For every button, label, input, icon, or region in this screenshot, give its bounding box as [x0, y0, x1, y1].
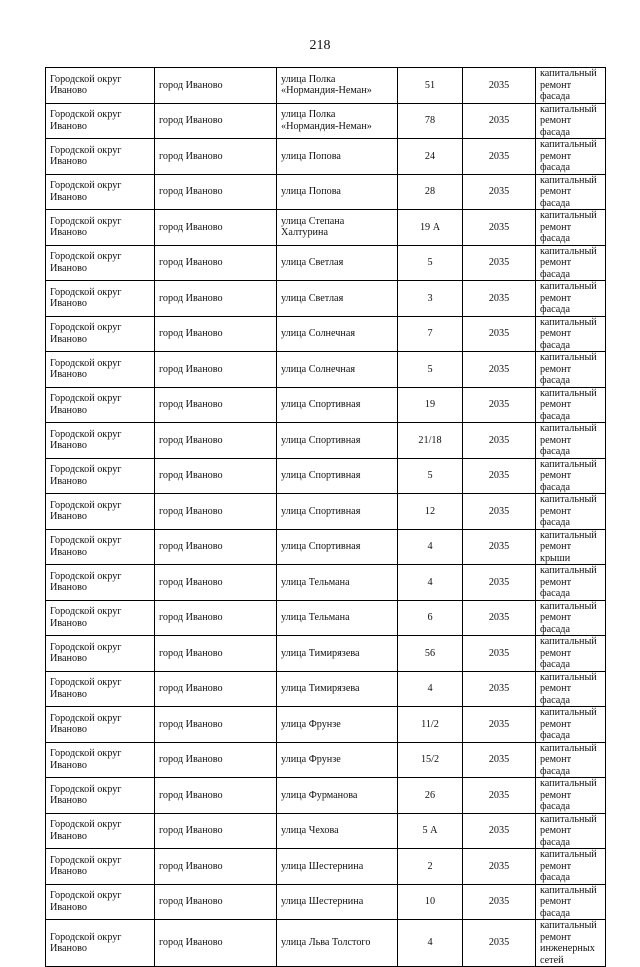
table-row: [46, 494, 606, 530]
year-cell: 2035: [463, 494, 536, 530]
table-row: [46, 529, 606, 565]
city-cell: город Иваново: [155, 458, 277, 494]
city-cell: город Иваново: [155, 920, 277, 967]
work-type-cell: капитальный ремонт фасада: [536, 281, 606, 317]
street-cell: улица Тимирязева: [277, 636, 398, 672]
city-cell: город Иваново: [155, 139, 277, 175]
district-cell: Городской округ Иваново: [46, 813, 155, 849]
district-cell: Городской округ Иваново: [46, 884, 155, 920]
year-cell: 2035: [463, 529, 536, 565]
year-cell: 2035: [463, 139, 536, 175]
district-cell: Городской округ Иваново: [46, 600, 155, 636]
city-cell: город Иваново: [155, 281, 277, 317]
table-row: [46, 565, 606, 601]
house-number-cell: 28: [398, 174, 463, 210]
table-row: [46, 707, 606, 743]
year-cell: 2035: [463, 813, 536, 849]
street-cell: улица Попова: [277, 139, 398, 175]
city-cell: город Иваново: [155, 316, 277, 352]
work-type-cell: капитальный ремонт фасада: [536, 458, 606, 494]
work-type-cell: капитальный ремонт фасада: [536, 210, 606, 246]
street-cell: улица Светлая: [277, 245, 398, 281]
table-row: [46, 884, 606, 920]
street-cell: улица Шестернина: [277, 884, 398, 920]
street-cell: улица Солнечная: [277, 316, 398, 352]
work-type-cell: капитальный ремонт фасада: [536, 174, 606, 210]
district-cell: Городской округ Иваново: [46, 281, 155, 317]
street-cell: улица Попова: [277, 174, 398, 210]
year-cell: 2035: [463, 210, 536, 246]
table-row: [46, 849, 606, 885]
work-type-cell: капитальный ремонт фасада: [536, 742, 606, 778]
street-cell: улица Тимирязева: [277, 671, 398, 707]
repair-schedule-table: [45, 67, 606, 967]
house-number-cell: 5: [398, 352, 463, 388]
street-cell: улица Спортивная: [277, 494, 398, 530]
street-cell: улица Полка «Нормандия-Неман»: [277, 103, 398, 139]
street-cell: улица Солнечная: [277, 352, 398, 388]
year-cell: 2035: [463, 920, 536, 967]
work-type-cell: капитальный ремонт фасада: [536, 884, 606, 920]
city-cell: город Иваново: [155, 352, 277, 388]
work-type-cell: капитальный ремонт фасада: [536, 636, 606, 672]
district-cell: Городской округ Иваново: [46, 529, 155, 565]
street-cell: улица Светлая: [277, 281, 398, 317]
street-cell: улица Тельмана: [277, 600, 398, 636]
year-cell: 2035: [463, 68, 536, 104]
house-number-cell: 19: [398, 387, 463, 423]
table-row: [46, 636, 606, 672]
work-type-cell: капитальный ремонт инженерных сетей: [536, 920, 606, 967]
street-cell: улица Фрунзе: [277, 742, 398, 778]
table-row: [46, 920, 606, 967]
year-cell: 2035: [463, 352, 536, 388]
house-number-cell: 56: [398, 636, 463, 672]
district-cell: Городской округ Иваново: [46, 316, 155, 352]
city-cell: город Иваново: [155, 707, 277, 743]
city-cell: город Иваново: [155, 68, 277, 104]
work-type-cell: капитальный ремонт фасада: [536, 813, 606, 849]
house-number-cell: 11/2: [398, 707, 463, 743]
city-cell: город Иваново: [155, 423, 277, 459]
table-row: [46, 316, 606, 352]
table-row: [46, 778, 606, 814]
district-cell: Городской округ Иваново: [46, 210, 155, 246]
district-cell: Городской округ Иваново: [46, 636, 155, 672]
year-cell: 2035: [463, 281, 536, 317]
year-cell: 2035: [463, 174, 536, 210]
district-cell: Городской округ Иваново: [46, 423, 155, 459]
table-row: [46, 174, 606, 210]
work-type-cell: капитальный ремонт фасада: [536, 778, 606, 814]
work-type-cell: капитальный ремонт фасада: [536, 139, 606, 175]
district-cell: Городской округ Иваново: [46, 707, 155, 743]
table-row: [46, 423, 606, 459]
house-number-cell: 78: [398, 103, 463, 139]
city-cell: город Иваново: [155, 387, 277, 423]
district-cell: Городской округ Иваново: [46, 458, 155, 494]
street-cell: улица Фурманова: [277, 778, 398, 814]
house-number-cell: 5 А: [398, 813, 463, 849]
street-cell: улица Спортивная: [277, 458, 398, 494]
year-cell: 2035: [463, 316, 536, 352]
house-number-cell: 5: [398, 458, 463, 494]
house-number-cell: 4: [398, 529, 463, 565]
street-cell: улица Фрунзе: [277, 707, 398, 743]
city-cell: город Иваново: [155, 210, 277, 246]
house-number-cell: 15/2: [398, 742, 463, 778]
street-cell: улица Спортивная: [277, 423, 398, 459]
year-cell: 2035: [463, 636, 536, 672]
work-type-cell: капитальный ремонт фасада: [536, 352, 606, 388]
house-number-cell: 10: [398, 884, 463, 920]
district-cell: Городской округ Иваново: [46, 849, 155, 885]
house-number-cell: 51: [398, 68, 463, 104]
district-cell: Городской округ Иваново: [46, 742, 155, 778]
city-cell: город Иваново: [155, 529, 277, 565]
city-cell: город Иваново: [155, 245, 277, 281]
street-cell: улица Шестернина: [277, 849, 398, 885]
work-type-cell: капитальный ремонт фасада: [536, 494, 606, 530]
table-row: [46, 600, 606, 636]
table-row: [46, 210, 606, 246]
district-cell: Городской округ Иваново: [46, 174, 155, 210]
city-cell: город Иваново: [155, 174, 277, 210]
district-cell: Городской округ Иваново: [46, 671, 155, 707]
district-cell: Городской округ Иваново: [46, 920, 155, 967]
district-cell: Городской округ Иваново: [46, 103, 155, 139]
house-number-cell: 24: [398, 139, 463, 175]
street-cell: улица Льва Толстого: [277, 920, 398, 967]
city-cell: город Иваново: [155, 849, 277, 885]
table-row: [46, 68, 606, 104]
work-type-cell: капитальный ремонт фасада: [536, 387, 606, 423]
year-cell: 2035: [463, 103, 536, 139]
house-number-cell: 19 А: [398, 210, 463, 246]
year-cell: 2035: [463, 600, 536, 636]
city-cell: город Иваново: [155, 671, 277, 707]
work-type-cell: капитальный ремонт фасада: [536, 600, 606, 636]
table-row: [46, 458, 606, 494]
year-cell: 2035: [463, 884, 536, 920]
work-type-cell: капитальный ремонт фасада: [536, 671, 606, 707]
year-cell: 2035: [463, 423, 536, 459]
house-number-cell: 3: [398, 281, 463, 317]
work-type-cell: капитальный ремонт фасада: [536, 423, 606, 459]
city-cell: город Иваново: [155, 778, 277, 814]
street-cell: улица Чехова: [277, 813, 398, 849]
city-cell: город Иваново: [155, 742, 277, 778]
house-number-cell: 21/18: [398, 423, 463, 459]
street-cell: улица Тельмана: [277, 565, 398, 601]
city-cell: город Иваново: [155, 884, 277, 920]
street-cell: улица Степана Халтурина: [277, 210, 398, 246]
district-cell: Городской округ Иваново: [46, 565, 155, 601]
work-type-cell: капитальный ремонт фасада: [536, 316, 606, 352]
street-cell: улица Спортивная: [277, 529, 398, 565]
house-number-cell: 7: [398, 316, 463, 352]
district-cell: Городской округ Иваново: [46, 352, 155, 388]
house-number-cell: 6: [398, 600, 463, 636]
year-cell: 2035: [463, 387, 536, 423]
table-row: [46, 742, 606, 778]
year-cell: 2035: [463, 458, 536, 494]
year-cell: 2035: [463, 849, 536, 885]
table-row: [46, 352, 606, 388]
table-row: [46, 139, 606, 175]
district-cell: Городской округ Иваново: [46, 494, 155, 530]
year-cell: 2035: [463, 778, 536, 814]
work-type-cell: капитальный ремонт фасада: [536, 68, 606, 104]
house-number-cell: 4: [398, 565, 463, 601]
house-number-cell: 12: [398, 494, 463, 530]
table-row: [46, 671, 606, 707]
district-cell: Городской округ Иваново: [46, 68, 155, 104]
city-cell: город Иваново: [155, 600, 277, 636]
page-number: 218: [309, 38, 331, 53]
table-row: [46, 245, 606, 281]
work-type-cell: капитальный ремонт фасада: [536, 849, 606, 885]
table-row: [46, 387, 606, 423]
year-cell: 2035: [463, 565, 536, 601]
work-type-cell: капитальный ремонт крыши: [536, 529, 606, 565]
work-type-cell: капитальный ремонт фасада: [536, 707, 606, 743]
district-cell: Городской округ Иваново: [46, 778, 155, 814]
work-type-cell: капитальный ремонт фасада: [536, 103, 606, 139]
city-cell: город Иваново: [155, 494, 277, 530]
work-type-cell: капитальный ремонт фасада: [536, 565, 606, 601]
table-body: [46, 68, 606, 967]
district-cell: Городской округ Иваново: [46, 139, 155, 175]
year-cell: 2035: [463, 742, 536, 778]
house-number-cell: 2: [398, 849, 463, 885]
city-cell: город Иваново: [155, 813, 277, 849]
house-number-cell: 26: [398, 778, 463, 814]
street-cell: улица Полка «Нормандия-Неман»: [277, 68, 398, 104]
street-cell: улица Спортивная: [277, 387, 398, 423]
year-cell: 2035: [463, 671, 536, 707]
city-cell: город Иваново: [155, 103, 277, 139]
year-cell: 2035: [463, 245, 536, 281]
district-cell: Городской округ Иваново: [46, 245, 155, 281]
city-cell: город Иваново: [155, 565, 277, 601]
table-row: [46, 813, 606, 849]
table-row: [46, 281, 606, 317]
table-row: [46, 103, 606, 139]
house-number-cell: 5: [398, 245, 463, 281]
house-number-cell: 4: [398, 671, 463, 707]
house-number-cell: 4: [398, 920, 463, 967]
year-cell: 2035: [463, 707, 536, 743]
city-cell: город Иваново: [155, 636, 277, 672]
district-cell: Городской округ Иваново: [46, 387, 155, 423]
work-type-cell: капитальный ремонт фасада: [536, 245, 606, 281]
